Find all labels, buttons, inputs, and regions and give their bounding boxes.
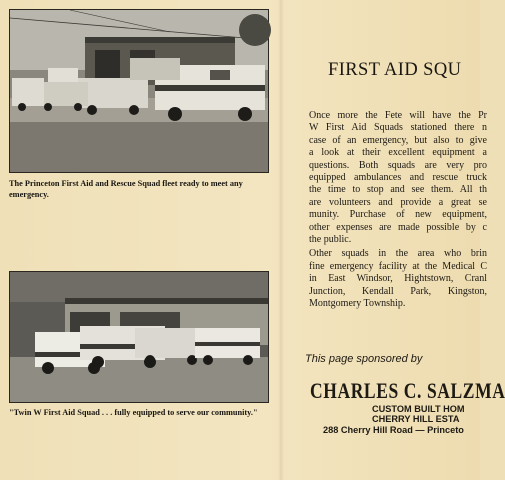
text-line: the public.	[309, 234, 352, 246]
text-line: Once more the Fete will have the Pr	[309, 110, 487, 121]
text-line: a look at their excellent equipment a	[309, 147, 487, 159]
article-paragraph-2	[297, 248, 487, 310]
text-line: munity. Purchase of new equipment,	[309, 209, 487, 221]
text-line: case of an emergency, but also to give	[309, 134, 487, 146]
text-line: Other squads in the area who brin	[309, 248, 487, 260]
page-fold-shadow	[278, 0, 284, 480]
photo-princeton-squad-fleet	[9, 9, 269, 173]
text-line: W First Aid Squads stationed there n	[309, 122, 487, 134]
text-line: equipped ambulances and rescue truck	[309, 172, 487, 184]
text-line: are volunteers and provide a great se	[309, 196, 487, 208]
text-line: the time to stop and see them. All th	[309, 184, 487, 196]
photo-caption-twin-w: "Twin W First Aid Squad . . . fully equipped to serve our community."	[9, 408, 258, 417]
text-line: other expenses are made possible by c	[309, 221, 487, 233]
photo-fleet-drawing	[10, 10, 268, 172]
text-line: in East Windsor, Hightstown, Cranl	[309, 273, 487, 285]
article-body	[297, 110, 487, 313]
photo-twin-w-squad	[9, 271, 269, 403]
sponsor-address: 288 Cherry Hill Road — Princeto	[323, 425, 464, 435]
article-title: FIRST AID SQU	[328, 60, 462, 80]
text-line: fine emergency facility at the Medical C	[309, 260, 487, 272]
text-line: Montgomery Township.	[309, 298, 406, 310]
article-paragraph-1	[297, 110, 487, 246]
text-line: Junction, Kendall Park, Kingston,	[309, 285, 487, 297]
photo-caption-princeton: The Princeton First Aid and Rescue Squad fleet ready to meet any emergency.	[9, 179, 243, 199]
photo-twin-w-drawing	[10, 272, 268, 402]
sponsor-line-2: CHERRY HILL ESTA	[372, 414, 460, 424]
text-line: questions. Both squads are very pro	[309, 159, 487, 171]
sponsor-company-name: CHARLES C. SALZMA	[310, 378, 505, 403]
sponsor-label: This page sponsored by	[305, 353, 423, 365]
sponsor-line-1: CUSTOM BUILT HOM	[372, 404, 465, 414]
